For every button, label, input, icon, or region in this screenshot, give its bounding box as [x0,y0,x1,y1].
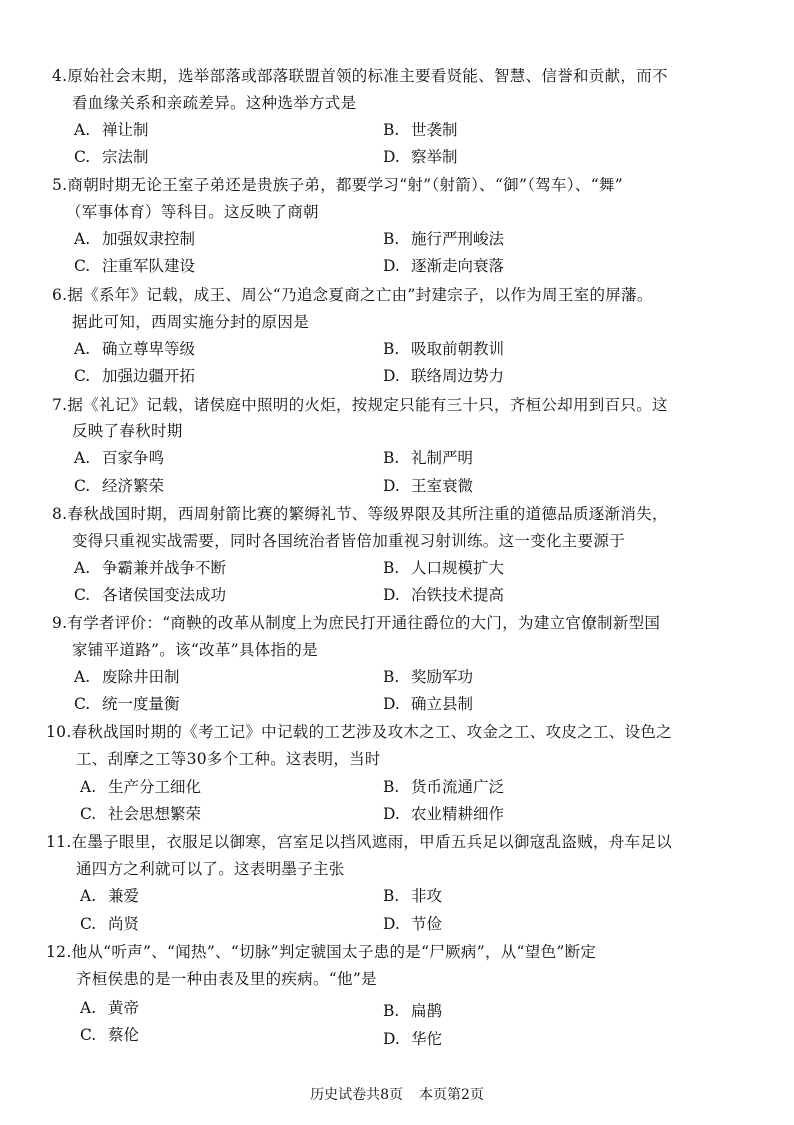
option-letter: B. [383,449,400,467]
question-stem-line: 工、刮摩之工等30多个工种。这表明，当时 [76,750,381,768]
option-letter: A. [80,999,97,1017]
question-stem-line [52,504,668,524]
question-stem-text: 有学者评价：“商鞅的改革从制度上为庶民打开通往爵位的大门，为建立官僚制新型国 [67,614,661,632]
footer-total-pages: 历史试卷共8页 [310,1087,403,1103]
option-text: 经济繁荣 [102,477,165,495]
question-stem-text: 据《系年》记载，成王、周公“乃追念夏商之亡由”封建宗子，以作为周王室的屏藩。 [67,286,653,304]
option-letter: C. [74,586,91,604]
option-b[interactable] [383,120,458,140]
option-d[interactable] [383,914,442,934]
option-letter: A. [80,778,97,796]
option-c[interactable] [74,585,226,605]
option-letter: D. [383,257,400,275]
option-c[interactable] [74,256,195,276]
option-text: 注重军队建设 [102,257,196,275]
option-text: 礼制严明 [411,449,474,467]
option-text: 禅让制 [102,121,149,139]
option-c[interactable] [80,804,201,824]
option-text: 社会思想繁荣 [108,805,202,823]
option-text: 奖励军功 [411,668,474,686]
option-d[interactable] [383,694,473,714]
option-text: 施行严刑峻法 [411,230,505,248]
question-number: 10. [46,723,72,741]
option-text: 世袭制 [411,121,458,139]
question-number: 11. [46,833,72,851]
option-letter: D. [383,805,400,823]
option-text: 扁鹊 [411,1002,443,1020]
option-letter: A. [74,668,91,686]
question-number: 8. [52,505,68,523]
option-letter: A. [74,230,91,248]
question-number: 4. [52,67,68,85]
option-text: 废除井田制 [102,668,180,686]
option-letter: D. [383,915,400,933]
option-b[interactable] [383,886,442,906]
option-letter: D. [383,695,400,713]
question-stem-text: 在墨子眼里，衣服足以御寒，宫室足以挡风遮雨，甲盾五兵足以御寇乱盗贼，舟车足以 [71,833,672,851]
option-a[interactable] [80,777,201,797]
question-stem-line [46,832,672,852]
option-b[interactable] [383,777,504,797]
option-d[interactable] [383,804,504,824]
option-d[interactable] [383,1029,442,1049]
question-stem-line [46,942,596,962]
option-letter: B. [383,559,400,577]
question-stem-text: 他从“听声”、“闻热”、“切脉”判定虢国太子患的是“尸厥病”，从“望色”断定 [71,943,597,961]
option-text: 加强奴隶控制 [102,230,196,248]
question-number: 12. [46,943,72,961]
page-footer [0,1086,794,1104]
option-c[interactable] [74,476,164,496]
option-text: 黄帝 [108,999,140,1017]
option-text: 联络周边势力 [411,367,505,385]
option-d[interactable] [383,147,458,167]
option-text: 冶铁技术提高 [411,586,505,604]
question-stem-line [52,175,623,195]
option-c[interactable] [74,694,180,714]
question-stem-line [46,722,672,742]
option-b[interactable] [383,1001,442,1021]
option-a[interactable] [80,998,139,1018]
option-c[interactable] [74,147,149,167]
option-b[interactable] [383,229,504,249]
question-stem-line: 反映了春秋时期 [72,422,183,440]
option-a[interactable] [74,558,226,578]
option-text: 统一度量衡 [102,695,180,713]
option-text: 生产分工细化 [108,778,202,796]
option-letter: A. [74,559,91,577]
question-stem-line: 齐桓侯患的是一种由表及里的疾病。“他”是 [76,970,377,988]
option-letter: C. [80,805,97,823]
question-stem-line: 看血缘关系和亲疏差异。这种选举方式是 [72,94,357,112]
question-stem-text: 原始社会末期，选举部落或部落联盟首领的标准主要看贤能、智慧、信誉和贡献，而不 [67,67,668,85]
question-stem-text: 商朝时期无论王室子弟还是贵族子弟，都要学习“射”（射箭）、“御”（驾车）、“舞” [67,176,623,194]
option-letter: C. [80,915,97,933]
option-c[interactable] [80,1025,139,1045]
option-letter: D. [383,148,400,166]
option-text: 货币流通广泛 [411,778,505,796]
option-letter: D. [383,586,400,604]
option-letter: B. [383,887,400,905]
option-c[interactable] [74,366,195,386]
question-stem-line [52,613,660,633]
option-text: 农业精耕细作 [411,805,505,823]
option-letter: A. [74,449,91,467]
option-letter: B. [383,340,400,358]
option-letter: A. [74,121,91,139]
option-a[interactable] [74,667,180,687]
option-letter: D. [383,477,400,495]
question-stem-line: 据此可知，西周实施分封的原因是 [72,313,310,331]
option-letter: B. [383,121,400,139]
option-letter: D. [383,1030,400,1048]
question-number: 9. [52,614,68,632]
option-text: 各诸侯国变法成功 [102,586,227,604]
option-b[interactable] [383,558,504,578]
option-letter: C. [74,257,91,275]
option-text: 宗法制 [102,148,149,166]
option-text: 华佗 [411,1030,443,1048]
option-d[interactable] [383,256,504,276]
option-letter: C. [74,367,91,385]
option-letter: A. [80,887,97,905]
option-a[interactable] [80,886,139,906]
question-stem-line: 家铺平道路”。该“改革”具体指的是 [72,641,318,659]
option-text: 确立县制 [411,695,474,713]
footer-current-page: 本页第2页 [419,1087,484,1103]
question-stem-text: 春秋战国时期，西周射箭比赛的繁缛礼节、等级界限及其所注重的道德品质逐渐消失， [67,505,668,523]
option-b[interactable] [383,339,504,359]
option-letter: B. [383,230,400,248]
option-text: 察举制 [411,148,458,166]
question-stem-line [52,66,668,86]
option-text: 确立尊卑等级 [102,340,196,358]
question-number: 6. [52,286,68,304]
option-letter: C. [74,477,91,495]
option-letter: C. [80,1026,97,1044]
option-letter: B. [383,668,400,686]
option-text: 兼爱 [108,887,140,905]
option-letter: A. [74,340,91,358]
option-b[interactable] [383,448,473,468]
option-letter: B. [383,1002,400,1020]
option-text: 百家争鸣 [102,449,165,467]
option-text: 非攻 [411,887,443,905]
option-a[interactable] [74,339,195,359]
question-stem-line: 变得只重视实战需要，同时各国统治者皆倍加重视习射训练。这一变化主要源于 [72,532,626,550]
option-text: 尚贤 [108,915,140,933]
question-stem-line [52,395,668,415]
option-b[interactable] [383,667,473,687]
option-d[interactable] [383,585,504,605]
question-stem-line: 通四方之利就可以了。这表明墨子主张 [76,860,345,878]
question-stem-line [52,285,653,305]
option-text: 加强边疆开拓 [102,367,196,385]
question-number: 7. [52,396,68,414]
question-number: 5. [52,176,68,194]
option-a[interactable] [74,448,164,468]
option-d[interactable] [383,476,473,496]
option-letter: C. [74,695,91,713]
option-text: 逐渐走向衰落 [411,257,505,275]
option-letter: B. [383,778,400,796]
option-d[interactable] [383,366,504,386]
question-stem-text: 春秋战国时期的《考工记》中记载的工艺涉及攻木之工、攻金之工、攻皮之工、设色之 [71,723,672,741]
option-text: 争霸兼并战争不断 [102,559,227,577]
option-c[interactable] [80,914,139,934]
option-text: 蔡伦 [108,1026,140,1044]
option-text: 节俭 [411,915,443,933]
option-letter: C. [74,148,91,166]
option-a[interactable] [74,229,195,249]
option-letter: D. [383,367,400,385]
option-a[interactable] [74,120,149,140]
option-text: 王室衰微 [411,477,474,495]
option-text: 吸取前朝教训 [411,340,505,358]
option-text: 人口规模扩大 [411,559,505,577]
question-stem-text: 据《礼记》记载，诸侯庭中照明的火炬，按规定只能有三十只，齐桓公却用到百只。这 [67,396,668,414]
question-stem-line: （军事体育）等科目。这反映了商朝 [66,203,319,221]
